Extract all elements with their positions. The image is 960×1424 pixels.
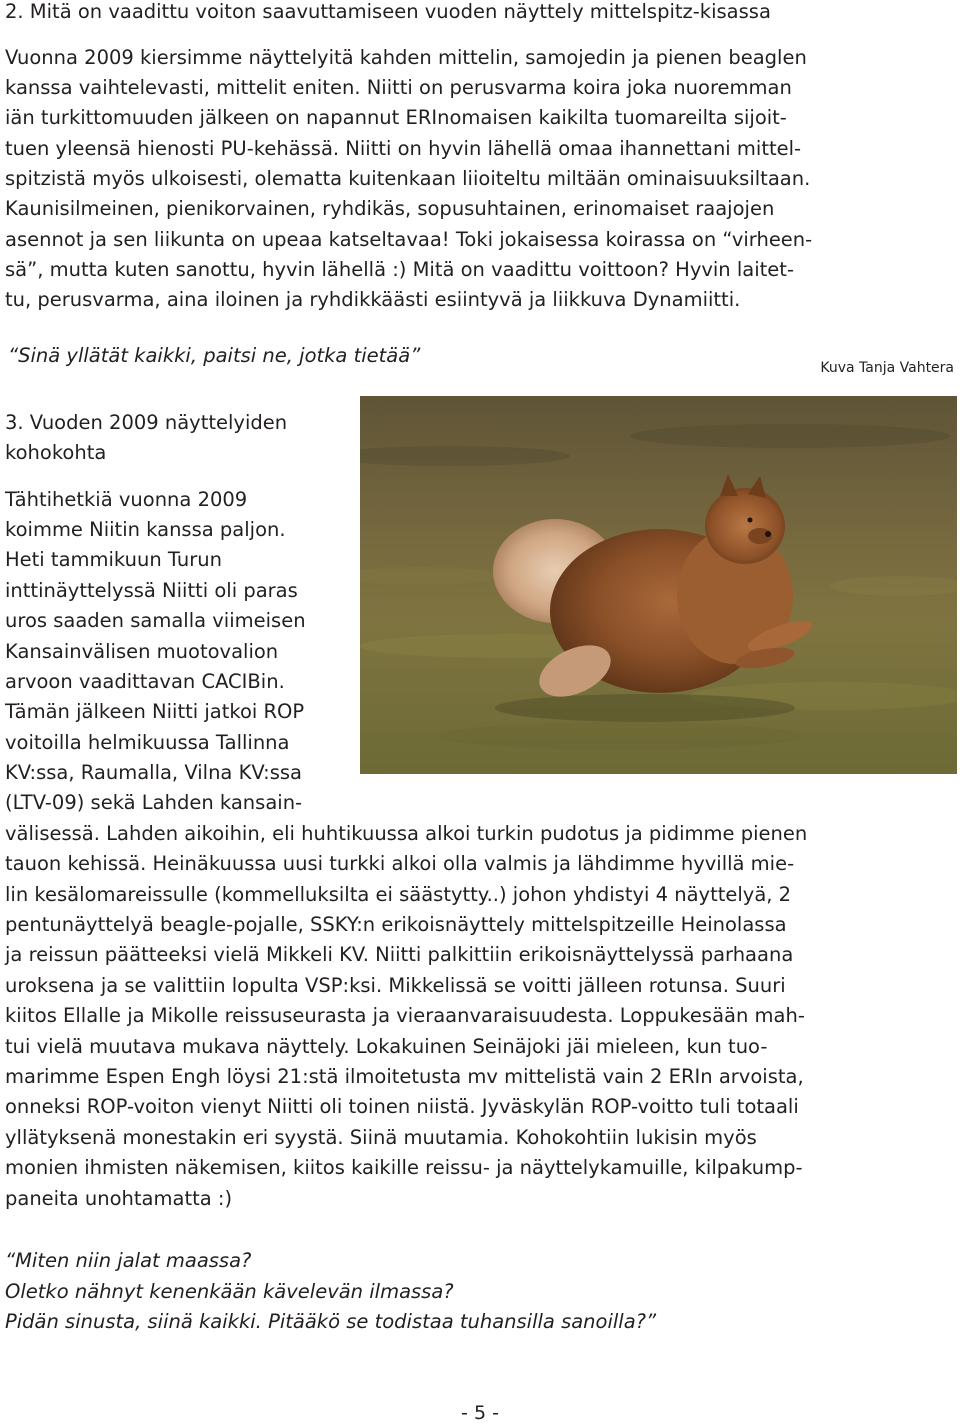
paragraph-line: sä”, mutta kuten sanottu, hyvin lähellä :) Mitä on vaadittu voittoon? Hyvin laitet- bbox=[5, 258, 794, 281]
paragraph-line: Tämän jälkeen Niitti jatkoi ROP bbox=[5, 700, 305, 723]
dog-head bbox=[705, 488, 785, 564]
quote: “Sinä yllätät kaikki, paitsi ne, jotka tietää” bbox=[8, 344, 421, 367]
section-3-heading: kohokohta bbox=[5, 441, 107, 464]
paragraph-line: välisessä. Lahden aikoihin, eli huhtikuussa alkoi turkin pudotus ja pidimme pienen bbox=[5, 822, 808, 845]
paragraph-line: Tähtihetkiä vuonna 2009 bbox=[5, 488, 248, 511]
paragraph-line: tu, perusvarma, aina iloinen ja ryhdikkäästi esiintyvä ja liikkuva Dynamiitti. bbox=[5, 288, 741, 311]
paragraph-line: Kaunisilmeinen, pienikorvainen, ryhdikäs, sopusuhtainen, erinomaiset raajojen bbox=[5, 197, 775, 220]
paragraph-line: marimme Espen Engh löysi 21:stä ilmoitetusta mv mittelistä vain 2 ERIn arvoista, bbox=[5, 1065, 804, 1088]
dog-eye bbox=[748, 518, 753, 523]
section-2-heading: 2. Mitä on vaadittu voiton saavuttamiseen vuoden näyttely mittelspitz-kisassa bbox=[5, 0, 771, 23]
paragraph-line: Heti tammikuun Turun bbox=[5, 548, 222, 571]
page-number: - 5 - bbox=[461, 1402, 499, 1424]
paragraph-line: KV:ssa, Raumalla, Vilna KV:ssa bbox=[5, 761, 302, 784]
paragraph-line: tauon kehissä. Heinäkuussa uusi turkki alkoi olla valmis ja lähdimme hyvillä mie- bbox=[5, 852, 795, 875]
paragraph-line: spitzistä myös ulkoisesti, olematta kuitenkaan liioiteltu miltään ominaisuuksiltaan. bbox=[5, 167, 811, 190]
section-3-heading: 3. Vuoden 2009 näyttelyiden bbox=[5, 411, 288, 434]
paragraph-line: Vuonna 2009 kiersimme näyttelyitä kahden mittelin, samojedin ja pienen beaglen bbox=[5, 46, 807, 69]
paragraph-line: uroksena ja se valittiin lopulta VSP:ksi. Mikkelissä se voitti jälleen rotunsa. Suuri bbox=[5, 974, 786, 997]
poem-line: Oletko nähnyt kenenkään kävelevän ilmassa? bbox=[5, 1280, 454, 1303]
paragraph-line: yllätyksenä monestakin eri syystä. Siinä muutamia. Kohokohtiin lukisin myös bbox=[5, 1126, 757, 1149]
paragraph-line: ja reissun päätteeksi vielä Mikkeli KV. Niitti palkittiin erikoisnäyttelyssä parhaana bbox=[5, 943, 794, 966]
paragraph-line: uros saaden samalla viimeisen bbox=[5, 609, 306, 632]
paragraph-line: paneita unohtamatta :) bbox=[5, 1187, 233, 1210]
paragraph-line: iän turkittomuuden jälkeen on napannut ERInomaisen kaikilta tuomareilta sijoit- bbox=[5, 106, 787, 129]
poem-line: Pidän sinusta, siinä kaikki. Pitääkö se todistaa tuhansilla sanoilla?” bbox=[5, 1310, 657, 1333]
paragraph-line: inttinäyttelyssä Niitti oli paras bbox=[5, 579, 298, 602]
paragraph-line: tuen yleensä hienosti PU-kehässä. Niitti on hyvin lähellä omaa ihannettani mittel- bbox=[5, 137, 802, 160]
dog-nose bbox=[765, 531, 771, 537]
poem-line: “Miten niin jalat maassa? bbox=[5, 1249, 252, 1272]
dog-shadow bbox=[495, 694, 795, 722]
paragraph-line: onneksi ROP-voiton vienyt Niitti oli toinen niistä. Jyväskylän ROP-voitto tuli totaali bbox=[5, 1095, 799, 1118]
paragraph-line: pentunäyttelyä beagle-pojalle, SSKY:n erikoisnäyttely mittelspitzeille Heinolassa bbox=[5, 913, 787, 936]
paragraph-line: asennot ja sen liikunta on upeaa katseltavaa! Toki jokaisessa koirassa on “virheen- bbox=[5, 228, 813, 251]
paragraph-line: Kansainvälisen muotovalion bbox=[5, 640, 279, 663]
paragraph-line: lin kesälomareissulle (kommelluksilta ei säästytty..) johon yhdistyi 4 näyttelyä, 2 bbox=[5, 883, 792, 906]
photo-caption: Kuva Tanja Vahtera bbox=[820, 360, 954, 376]
paragraph-line: koimme Niitin kanssa paljon. bbox=[5, 518, 286, 541]
paragraph-line: arvoon vaadittavan CACIBin. bbox=[5, 670, 285, 693]
dog-photo bbox=[360, 396, 957, 774]
paragraph-line: (LTV-09) sekä Lahden kansain- bbox=[5, 791, 303, 814]
dog-photo-drawing bbox=[360, 396, 957, 774]
paragraph-line: kanssa vaihtelevasti, mittelit eniten. Niitti on perusvarma koira joka nuoremman bbox=[5, 76, 792, 99]
paragraph-line: voitoilla helmikuussa Tallinna bbox=[5, 731, 290, 754]
paragraph-line: kiitos Ellalle ja Mikolle reissuseurasta ja vieraanvaraisuudesta. Loppukesään mah- bbox=[5, 1004, 805, 1027]
paragraph-line: tui vielä muutava mukava näyttely. Lokakuinen Seinäjoki jäi mieleen, kun tuo- bbox=[5, 1035, 768, 1058]
paragraph-line: monien ihmisten näkemisen, kiitos kaikille reissu- ja näyttelykamuille, kilpakump- bbox=[5, 1156, 803, 1179]
